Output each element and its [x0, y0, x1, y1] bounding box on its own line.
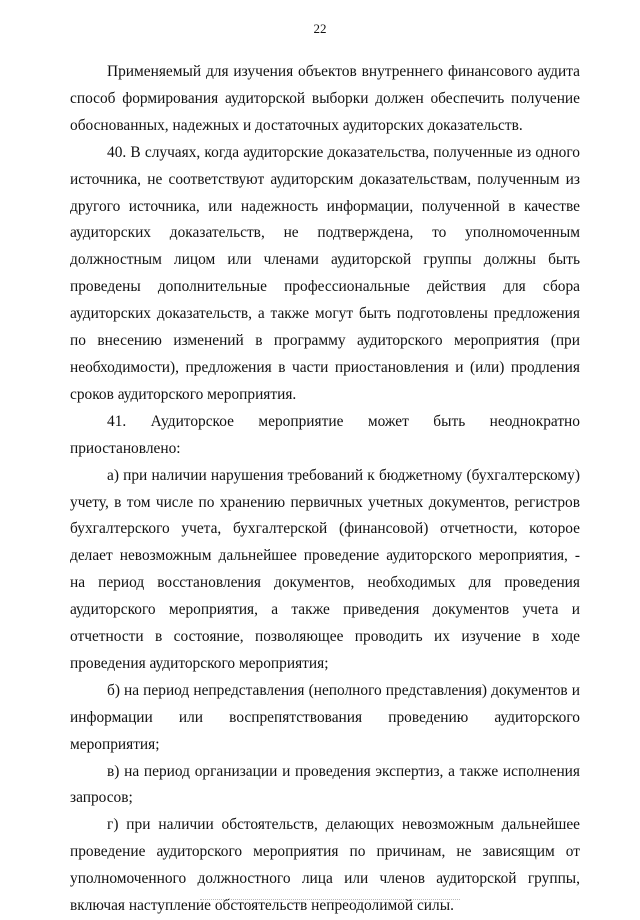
list-item-b: б) на период непредставления (неполного представления) документов и информации или воспрепятствования проведению аудиторского мероприятия;	[70, 681, 580, 753]
scan-edge-artifact	[200, 899, 460, 902]
paragraph-40: 40. В случаях, когда аудиторские доказательства, полученные из одного источника, не соответствуют аудиторским доказательствам, полученным из другого источника, или надежность информации, полученной в качестве аудиторских доказательств, не подтверждена, то уполномоченным должностным лицом или членами аудиторской группы должны быть проведены дополнительные профессиональные действия для сбора аудиторских доказательств, а также могут быть подготовлены предложения по внесению изменений в программу аудиторского мероприятия (при необходимости), предложения в части приостановления и (или) продления сроков аудиторского мероприятия.	[70, 143, 580, 403]
list-item-a: а) при наличии нарушения требований к бюджетному (бухгалтерскому) учету, в том числе по хранению первичных учетных документов, регистров бухгалтерского учета, бухгалтерской (финансовой) отчетности, которое делает невозможным дальнейшее проведение аудиторского мероприятия, - на период восстановления документов, необходимых для проведения аудиторского мероприятия, а также приведения документов учета и отчетности в состояние, позволяющее проводить их изучение в ходе проведения аудиторского мероприятия;	[70, 466, 580, 672]
list-item-v: в) на период организации и проведения экспертиз, а также исполнения запросов;	[70, 762, 580, 807]
page-number: 22	[313, 21, 327, 36]
paragraph-41: 41. Аудиторское мероприятие может быть неоднократно приостановлено:	[70, 412, 580, 457]
document-body	[70, 59, 580, 920]
paragraph-sampling-method: Применяемый для изучения объектов внутреннего финансового аудита способ формирования аудиторской выборки должен обеспечить получение обоснованных, надежных и достаточных аудиторских доказательств.	[70, 63, 580, 134]
list-item-g: г) при наличии обстоятельств, делающих невозможным дальнейшее проведение аудиторского мероприятия по причинам, не зависящим от уполномоченного должностного лица или членов аудиторской группы, включая наступление обстоятельств непреодолимой силы.	[70, 816, 580, 915]
